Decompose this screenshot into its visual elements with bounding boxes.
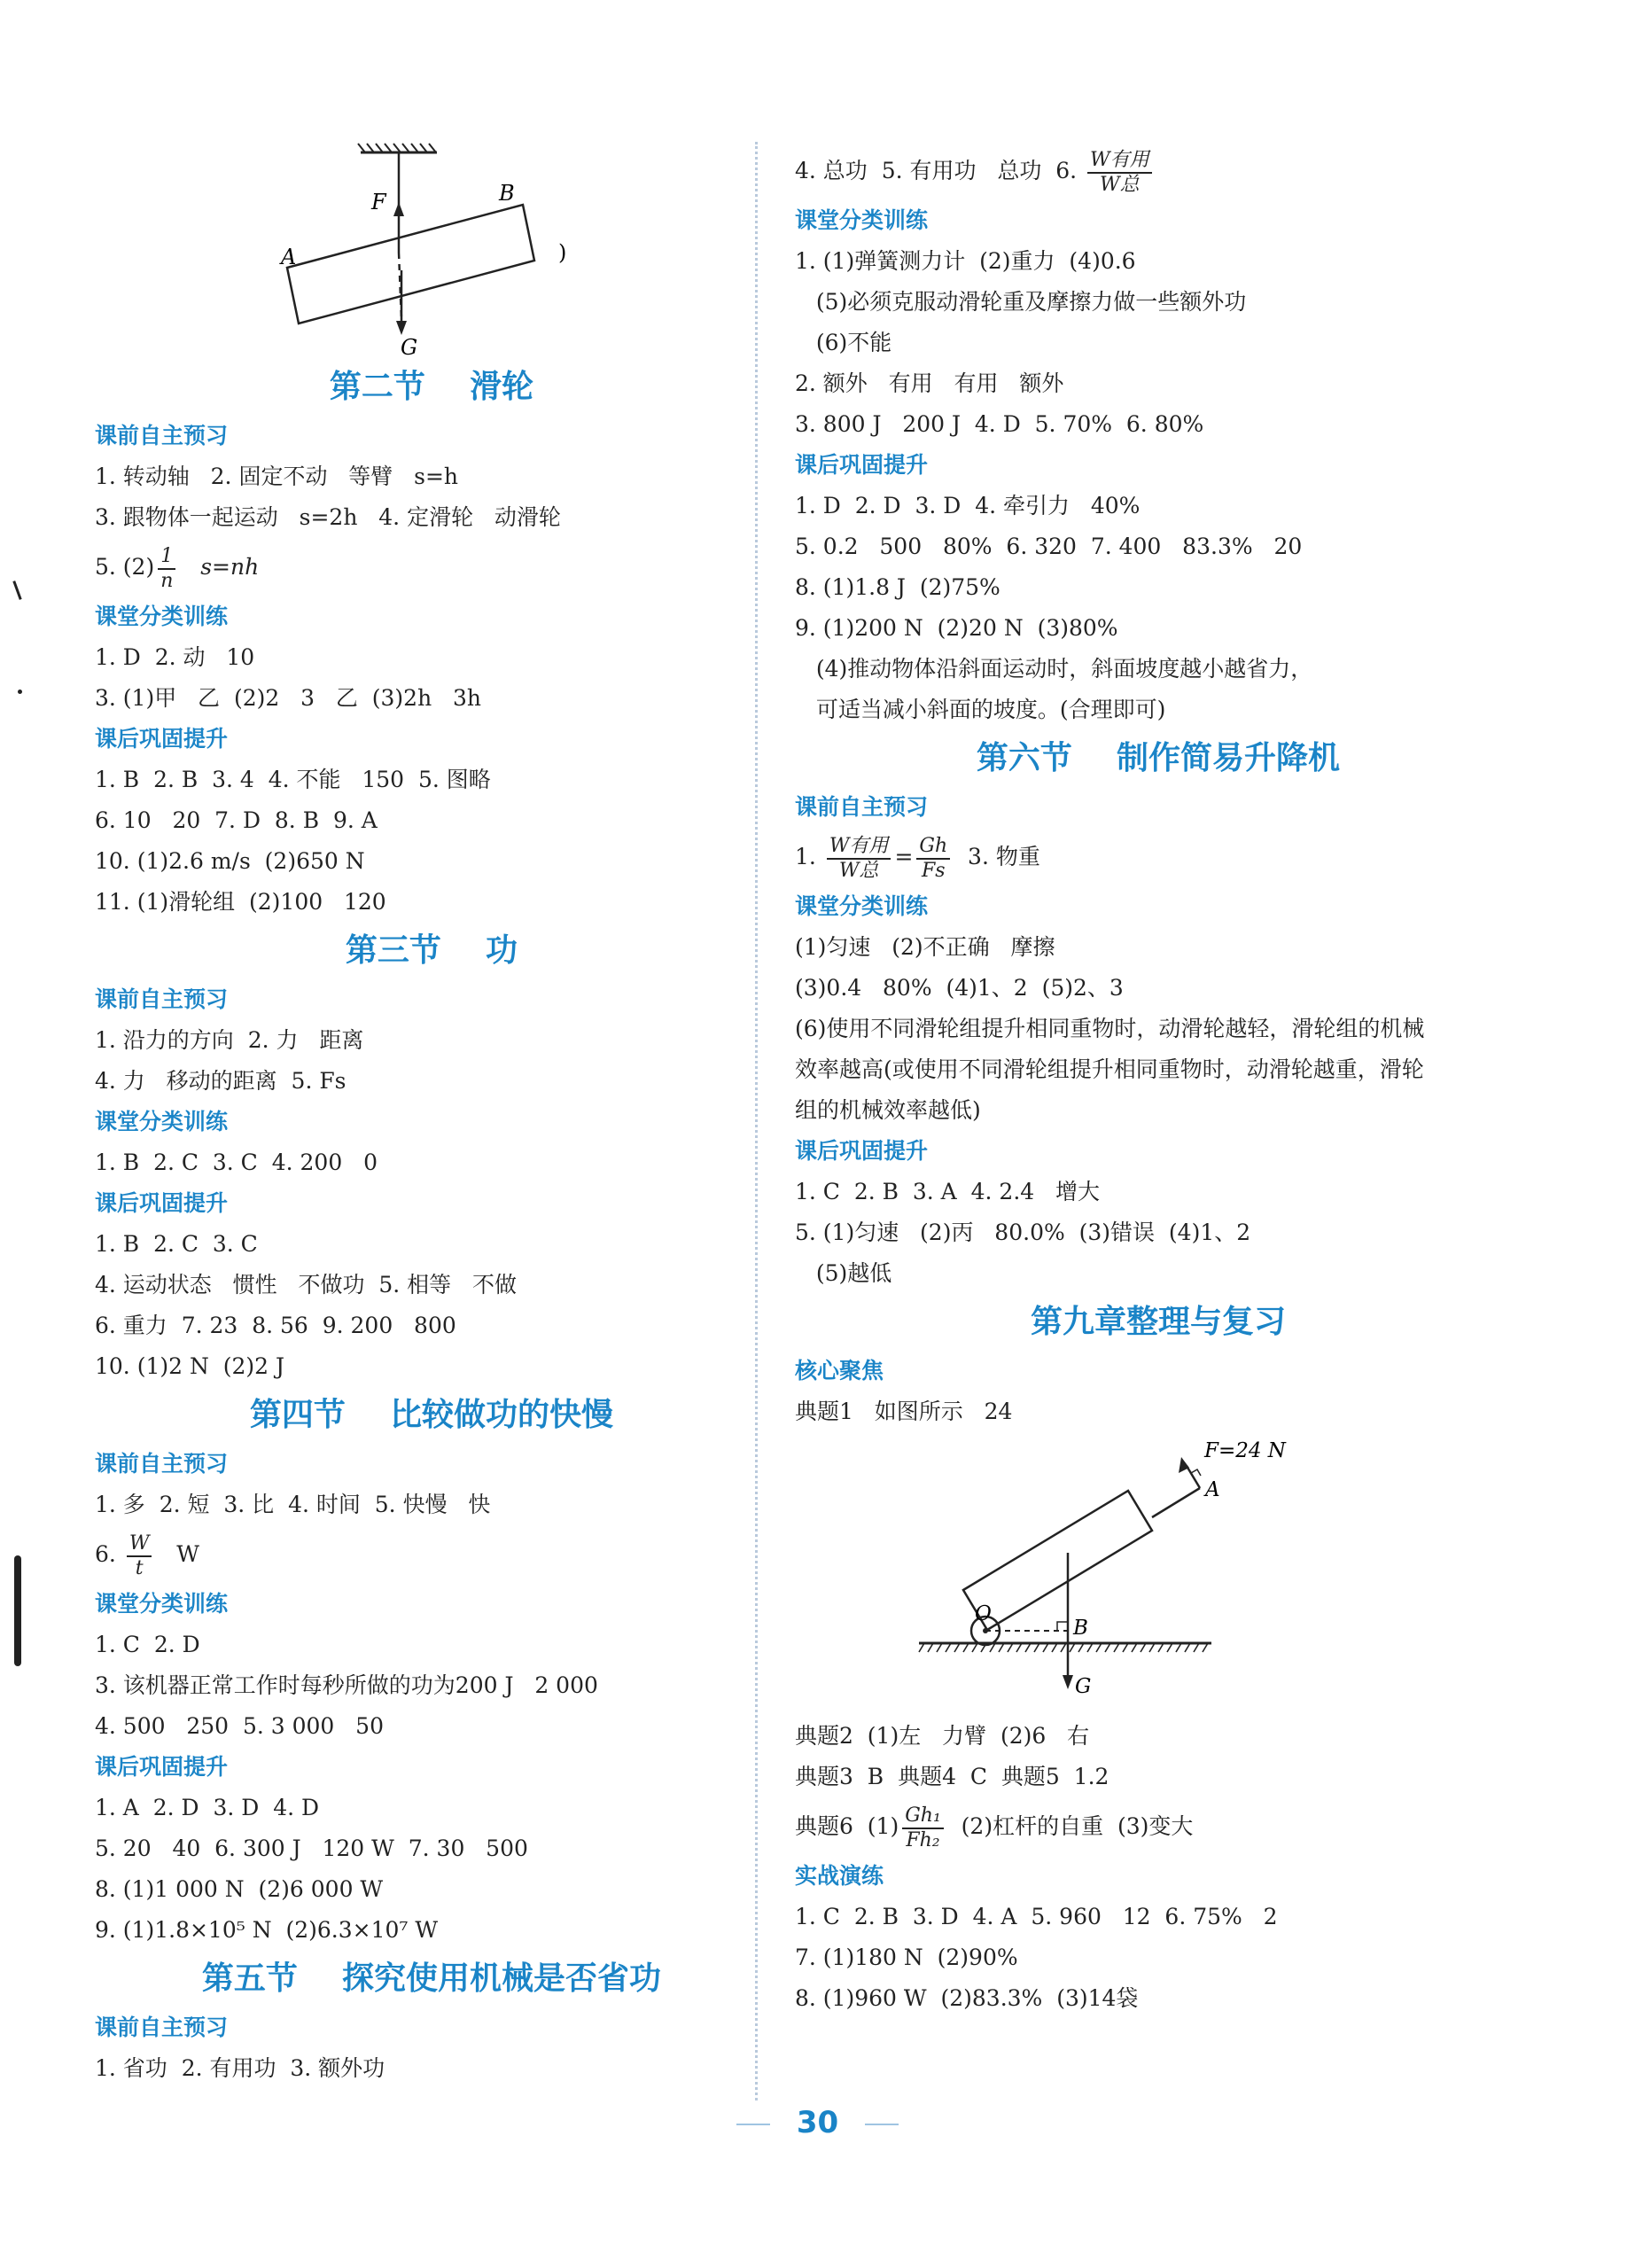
label-O: O (975, 1602, 992, 1625)
answer-line: 9. (1)1.8×10⁵ N (2)6.3×10⁷ W (95, 1917, 439, 1943)
answer-line: (6)不能 (795, 330, 892, 355)
section-title: 第三节 功 (345, 932, 518, 969)
answer-line: 6. 10 20 7. D 8. B 9. A (95, 807, 378, 833)
fraction-numerator: 1 (158, 545, 175, 570)
answer-line: 8. (1)1 000 N (2)6 000 W (95, 1876, 384, 1902)
equals-sign: = (894, 844, 914, 869)
answer-line: 1. 沿力的方向 2. 力 距离 (95, 1027, 364, 1053)
answer-text: 典题6 (1) (795, 1813, 899, 1839)
answer-line: 3. 800 J 200 J 4. D 5. 70% 6. 80% (795, 411, 1204, 437)
answer-line: 10. (1)2.6 m/s (2)650 N (95, 848, 365, 874)
subsection-heading: 课堂分类训练 (795, 893, 929, 919)
fraction-denominator: Fh₂ (906, 1828, 940, 1851)
label-B: B (499, 181, 515, 206)
force-diagram (795, 1432, 1468, 1716)
label-B: B (1073, 1617, 1088, 1640)
answer-line: 9. (1)200 N (2)20 N (3)80% (795, 615, 1118, 641)
answer-line: (1)匀速 (2)不正确 摩擦 (795, 934, 1055, 960)
answer-text: 5. (2) (95, 554, 155, 580)
fraction-denominator: Fs (921, 859, 946, 882)
subsection-heading: 课后巩固提升 (95, 1754, 229, 1780)
footer-dash (865, 2124, 899, 2125)
lever-diagram (95, 142, 768, 359)
fraction-numerator: W (127, 1532, 152, 1557)
answer-line: (5)越低 (795, 1260, 892, 1286)
answer-text: 1. (795, 844, 823, 869)
answer-line: 3. (1)甲 乙 (2)2 3 乙 (3)2h 3h (95, 685, 482, 711)
answer-line: 1. B 2. B 3. 4 4. 不能 150 5. 图略 (95, 767, 491, 792)
right-column (795, 142, 1522, 2019)
fraction-numerator: Gh (916, 835, 950, 860)
fraction-numerator: W有用 (1087, 149, 1152, 174)
fraction-denominator: t (135, 1556, 144, 1579)
answer-line: 1. 转动轴 2. 固定不动 等臂 s=h (95, 464, 458, 489)
answer-line: 可适当减小斜面的坡度。(合理即可) (795, 697, 1166, 722)
answer-line: 3. 该机器正常工作时每秒所做的功为200 J 2 000 (95, 1672, 598, 1698)
answer-line: 典题3 B 典题4 C 典题5 1.2 (795, 1764, 1109, 1789)
subsection-heading: 核心聚焦 (795, 1358, 884, 1383)
subsection-heading: 课前自主预习 (95, 1451, 229, 1477)
subsection-heading: 课前自主预习 (795, 794, 929, 820)
section-title: 第四节 比较做功的快慢 (249, 1397, 614, 1433)
label-G: G (401, 335, 418, 359)
fraction (902, 1804, 944, 1852)
fraction-numerator: Gh₁ (902, 1804, 944, 1829)
answer-text: W (155, 1541, 199, 1567)
subsection-heading: 课后巩固提升 (95, 726, 229, 752)
footer-dash (736, 2124, 770, 2125)
fraction (1087, 149, 1152, 197)
answer-line: 4. 运动状态 惯性 不做功 5. 相等 不做 (95, 1272, 518, 1298)
answer-line: (3)0.4 80% (4)1、2 (5)2、3 (795, 975, 1124, 1001)
wheelbarrow-figure (795, 1432, 1522, 1716)
fraction (158, 545, 175, 593)
subsection-heading: 课堂分类训练 (95, 1591, 229, 1617)
answer-line: 1. C 2. B 3. A 4. 2.4 增大 (795, 1179, 1101, 1204)
answer-line: 1. (1)弹簧测力计 (2)重力 (4)0.6 (795, 248, 1136, 274)
answer-line: 典题2 (1)左 力臂 (2)6 右 (795, 1723, 1090, 1749)
fraction-denominator: W总 (838, 859, 879, 882)
fraction-denominator: n (160, 569, 174, 592)
answer-line: 6. 重力 7. 23 8. 56 9. 200 800 (95, 1313, 456, 1338)
answer-line: 1. B 2. C 3. C (95, 1231, 258, 1257)
fraction-numerator: W有用 (827, 835, 891, 860)
answer-line: 8. (1)960 W (2)83.3% (3)14袋 (795, 1985, 1139, 2011)
answer-line (795, 828, 1522, 886)
subsection-heading: 课后巩固提升 (795, 452, 929, 478)
subsection-heading: 课堂分类训练 (795, 207, 929, 233)
answer-line: 11. (1)滑轮组 (2)100 120 (95, 889, 386, 915)
answer-line: 7. (1)180 N (2)90% (795, 1945, 1018, 1970)
answer-line: 典题1 如图所示 24 (795, 1399, 1013, 1424)
fraction (827, 835, 891, 883)
subsection-heading: 课前自主预习 (95, 986, 229, 1012)
answer-line: 5. (1)匀速 (2)丙 80.0% (3)错误 (4)1、2 (795, 1220, 1251, 1245)
subsection-heading: 课后巩固提升 (95, 1190, 229, 1216)
answer-line: 1. D 2. D 3. D 4. 牵引力 40% (795, 493, 1141, 518)
answer-line: 5. 0.2 500 80% 6. 320 7. 400 83.3% 20 (795, 534, 1303, 559)
answer-line: 1. C 2. B 3. D 4. A 5. 960 12 6. 75% 2 (795, 1904, 1278, 1929)
answer-text: 3. 物重 (954, 844, 1040, 869)
answer-line: 1. B 2. C 3. C 4. 200 0 (95, 1150, 378, 1175)
answer-text: 6. (95, 1541, 123, 1567)
answer-line: 1. 多 2. 短 3. 比 4. 时间 5. 快慢 快 (95, 1492, 491, 1517)
answer-line: 1. D 2. 动 10 (95, 644, 255, 670)
left-column (95, 142, 768, 2089)
answer-line: 1. C 2. D (95, 1632, 200, 1657)
fraction-denominator: W总 (1100, 173, 1140, 196)
label-F: F (371, 190, 386, 214)
answer-text: 4. 总功 5. 有用功 总功 6. (795, 158, 1085, 183)
subsection-heading: 课堂分类训练 (95, 1109, 229, 1134)
label-A: A (281, 245, 297, 269)
section-title: 第二节 滑轮 (329, 369, 534, 405)
section-title: 第九章整理与复习 (1030, 1304, 1286, 1340)
answer-line: 3. 跟物体一起运动 s=2h 4. 定滑轮 动滑轮 (95, 504, 561, 530)
label-G: G (1075, 1675, 1092, 1698)
subsection-heading: 课前自主预习 (95, 423, 229, 448)
lever-figure (95, 142, 768, 359)
label-F: F=24 N (1204, 1439, 1286, 1462)
scan-mark (14, 1555, 21, 1666)
section-title: 第五节 探究使用机械是否省功 (201, 1960, 662, 1997)
page-number-text: 30 (796, 2105, 839, 2140)
answer-line (95, 1525, 768, 1584)
answer-line (95, 538, 768, 596)
answer-line (795, 142, 1522, 200)
answer-line: 4. 力 移动的距离 5. Fs (95, 1068, 346, 1094)
fraction (916, 835, 950, 883)
scan-mark (18, 690, 22, 694)
answer-text: (2)杠杆的自重 (3)变大 (946, 1813, 1194, 1839)
answer-line: 2. 额外 有用 有用 额外 (795, 370, 1064, 396)
answer-line: (5)必须克服动滑轮重及摩擦力做一些额外功 (795, 289, 1247, 315)
subsection-heading: 课前自主预习 (95, 2015, 229, 2040)
scan-mark (12, 581, 21, 600)
answer-line: 8. (1)1.8 J (2)75% (795, 574, 1000, 600)
label-A: A (1205, 1478, 1220, 1501)
answer-paragraph: (6)使用不同滑轮组提升相同重物时，动滑轮越轻，滑轮组的机械效率越高(或使用不同滑轮组提升相同重物时，动滑轮越重，滑轮组的机械效率越低) (795, 1016, 1425, 1123)
answer-line: (4)推动物体沿斜面运动时，斜面坡度越小越省力， (795, 656, 1313, 682)
subsection-heading: 课堂分类训练 (95, 604, 229, 629)
answer-line: 10. (1)2 N (2)2 J (95, 1353, 285, 1379)
answer-line: 1. 省功 2. 有用功 3. 额外功 (95, 2055, 385, 2081)
answer-line: 1. A 2. D 3. D 4. D (95, 1795, 320, 1820)
answer-line: 5. 20 40 6. 300 J 120 W 7. 30 500 (95, 1835, 528, 1861)
fraction (127, 1532, 152, 1580)
answer-line (795, 1797, 1522, 1856)
subsection-heading: 课后巩固提升 (795, 1138, 929, 1164)
section-title: 第六节 制作简易升降机 (976, 740, 1341, 776)
subsection-heading: 实战演练 (795, 1863, 884, 1889)
answer-text: s=nh (179, 554, 260, 580)
label-paren: ) (558, 240, 567, 265)
page-number (0, 2105, 1635, 2140)
answer-line: 4. 500 250 5. 3 000 50 (95, 1713, 384, 1739)
